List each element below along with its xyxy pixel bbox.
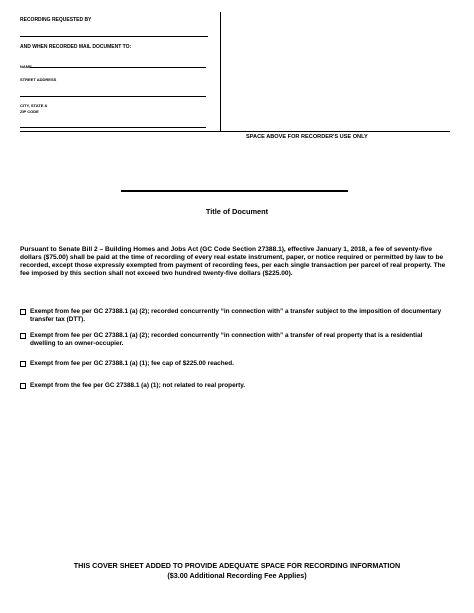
recording-requested-by-label: RECORDING REQUESTED BY xyxy=(20,17,92,23)
recorder-use-only-label: SPACE ABOVE FOR RECORDER'S USE ONLY xyxy=(246,134,368,140)
exemption-option-not-real-property[interactable] xyxy=(20,383,444,393)
zip-code-label: ZIP CODE xyxy=(20,109,39,114)
street-address-label: STREET ADDRESS xyxy=(20,77,57,82)
exemption-text-not-real-property: Exempt from the fee per GC 27388.1 (a) (1); not related to real property. xyxy=(30,382,246,389)
exemption-text-fee-cap: Exempt from fee per GC 27388.1 (a) (1); fee cap of $225.00 reached. xyxy=(30,360,234,367)
exemption-option-owner-occupier[interactable] xyxy=(20,333,444,351)
name-label: NAME xyxy=(20,64,32,69)
exemption-text-dtt: Exempt from fee per GC 27388.1 (a) (2); recorded concurrently “in connection with” a transfer subject to the imposition of documentary transfer tax (DTT). xyxy=(30,308,442,323)
pursuant-paragraph: Pursuant to Senate Bill 2 – Building Homes and Jobs Act (GC Code Section 27388.1), effective January 1, 2018, a fee of seventy-five dollars ($75.00) shall be paid at the time of recording of every real estate instrument, paper, or notice required or permitted by law to be recorded, except those expressly exempted from payment of recording fees, per each single transaction per parcel of real property. The fee imposed by this section shall not exceed two hundred twenty-five dollars ($225.00). xyxy=(20,246,446,278)
title-line xyxy=(121,190,348,192)
exemption-checkbox-not-real-property[interactable] xyxy=(20,383,26,389)
exemption-checkbox-owner-occupier[interactable] xyxy=(20,333,26,339)
recorder-area-bottom-line xyxy=(20,131,450,132)
requested-by-line xyxy=(20,36,208,37)
recorder-area-divider xyxy=(220,12,221,132)
exemption-option-dtt[interactable] xyxy=(20,309,444,327)
city-state-label: CITY, STATE & xyxy=(20,103,48,108)
footer-line-1: THIS COVER SHEET ADDED TO PROVIDE ADEQUATE SPACE FOR RECORDING INFORMATION xyxy=(73,561,401,570)
mail-to-label: AND WHEN RECORDED MAIL DOCUMENT TO: xyxy=(20,44,132,50)
title-of-document-label: Title of Document xyxy=(205,207,269,216)
street-line xyxy=(20,96,206,97)
footer-line-2: ($3.00 Additional Recording Fee Applies) xyxy=(167,571,307,580)
exemption-text-owner-occupier: Exempt from fee per GC 27388.1 (a) (2); recorded concurrently “in connection with” a transfer of real property that is a residential dwelling to an owner-occupier. xyxy=(30,332,423,347)
name-line xyxy=(30,67,206,68)
exemption-option-fee-cap[interactable] xyxy=(20,361,444,371)
exemption-checkbox-dtt[interactable] xyxy=(20,309,26,315)
city-line xyxy=(20,127,206,128)
exemption-checkbox-fee-cap[interactable] xyxy=(20,361,26,367)
